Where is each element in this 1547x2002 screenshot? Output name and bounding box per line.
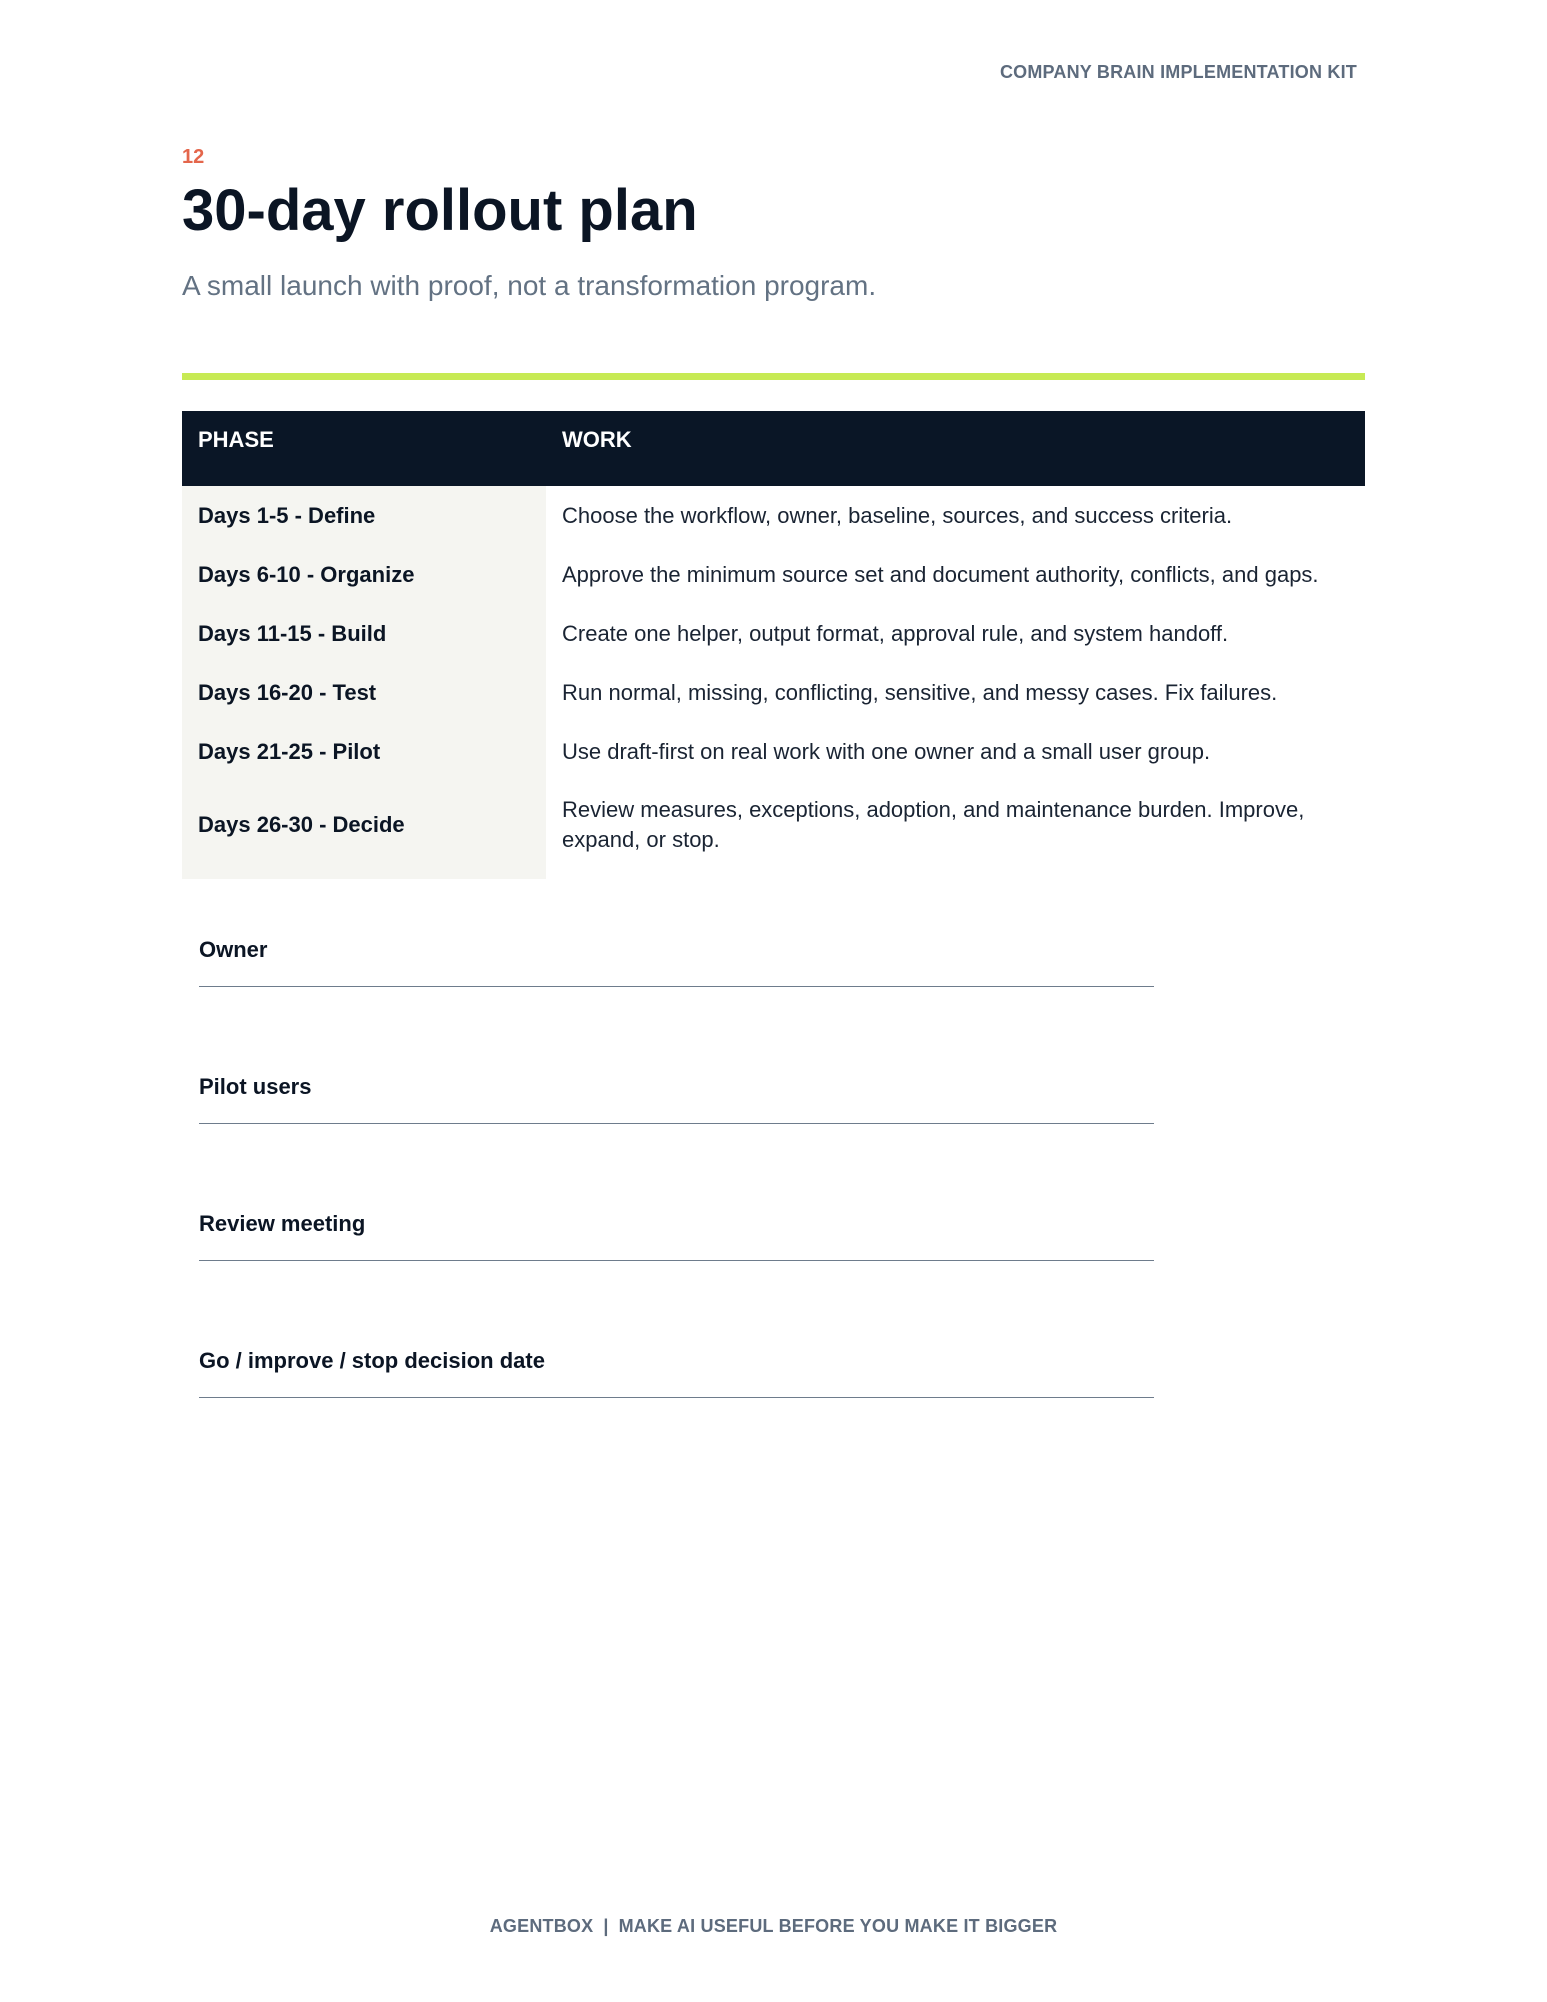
table-row xyxy=(182,722,1365,781)
work-cell: Use draft-first on real work with one owner and a small user group. xyxy=(562,738,1211,764)
column-header-phase: PHASE xyxy=(182,411,546,486)
accent-divider xyxy=(182,373,1365,380)
phase-cell: Days 11-15 - Build xyxy=(182,604,546,663)
pilot-users-field[interactable] xyxy=(199,1066,1154,1203)
review-meeting-field[interactable] xyxy=(199,1203,1154,1340)
work-cell: Approve the minimum source set and document authority, conflicts, and gaps. xyxy=(562,561,1319,587)
work-cell: Choose the workflow, owner, baseline, sources, and success criteria. xyxy=(562,502,1233,528)
field-label: Pilot users xyxy=(199,1074,312,1099)
owner-field[interactable] xyxy=(199,929,1154,1066)
pilot-users-write-line[interactable] xyxy=(199,1123,1154,1124)
field-label: Review meeting xyxy=(199,1211,366,1236)
page-footer xyxy=(0,1916,1547,1937)
table-header-row xyxy=(182,411,1365,486)
footer-tagline: MAKE AI USEFUL BEFORE YOU MAKE IT BIGGER xyxy=(618,1916,1058,1936)
work-cell: Run normal, missing, conflicting, sensitive, and messy cases. Fix failures. xyxy=(562,679,1278,705)
work-cell: Create one helper, output format, approval rule, and system handoff. xyxy=(562,620,1229,646)
footer-separator: | xyxy=(603,1916,609,1936)
review-meeting-write-line[interactable] xyxy=(199,1260,1154,1261)
phase-cell: Days 16-20 - Test xyxy=(182,663,546,722)
table-row xyxy=(182,781,1365,879)
table-row xyxy=(182,486,1365,545)
footer-brand: AGENTBOX xyxy=(489,1916,594,1936)
table-row xyxy=(182,663,1365,722)
decision-date-write-line[interactable] xyxy=(199,1397,1154,1398)
rollout-table xyxy=(182,411,1365,879)
field-label: Owner xyxy=(199,937,268,962)
column-header-work: WORK xyxy=(546,411,1365,486)
table-row xyxy=(182,545,1365,604)
table-row xyxy=(182,604,1365,663)
page-title: 30-day rollout plan xyxy=(182,178,698,243)
page-content xyxy=(182,145,1365,1477)
phase-cell: Days 1-5 - Define xyxy=(182,486,546,545)
phase-cell: Days 26-30 - Decide xyxy=(182,781,546,879)
work-cell: Review measures, exceptions, adoption, and maintenance burden. Improve, expand, or stop. xyxy=(562,797,1305,852)
phase-cell: Days 21-25 - Pilot xyxy=(182,722,546,781)
phase-cell: Days 6-10 - Organize xyxy=(182,545,546,604)
decision-date-field[interactable] xyxy=(199,1340,1154,1477)
section-number: 12 xyxy=(182,146,205,168)
fill-in-fields xyxy=(182,929,1365,1477)
field-label: Go / improve / stop decision date xyxy=(199,1348,545,1373)
owner-write-line[interactable] xyxy=(199,986,1154,987)
page-subtitle: A small launch with proof, not a transformation program. xyxy=(182,270,877,301)
running-header: COMPANY BRAIN IMPLEMENTATION KIT xyxy=(999,62,1357,82)
